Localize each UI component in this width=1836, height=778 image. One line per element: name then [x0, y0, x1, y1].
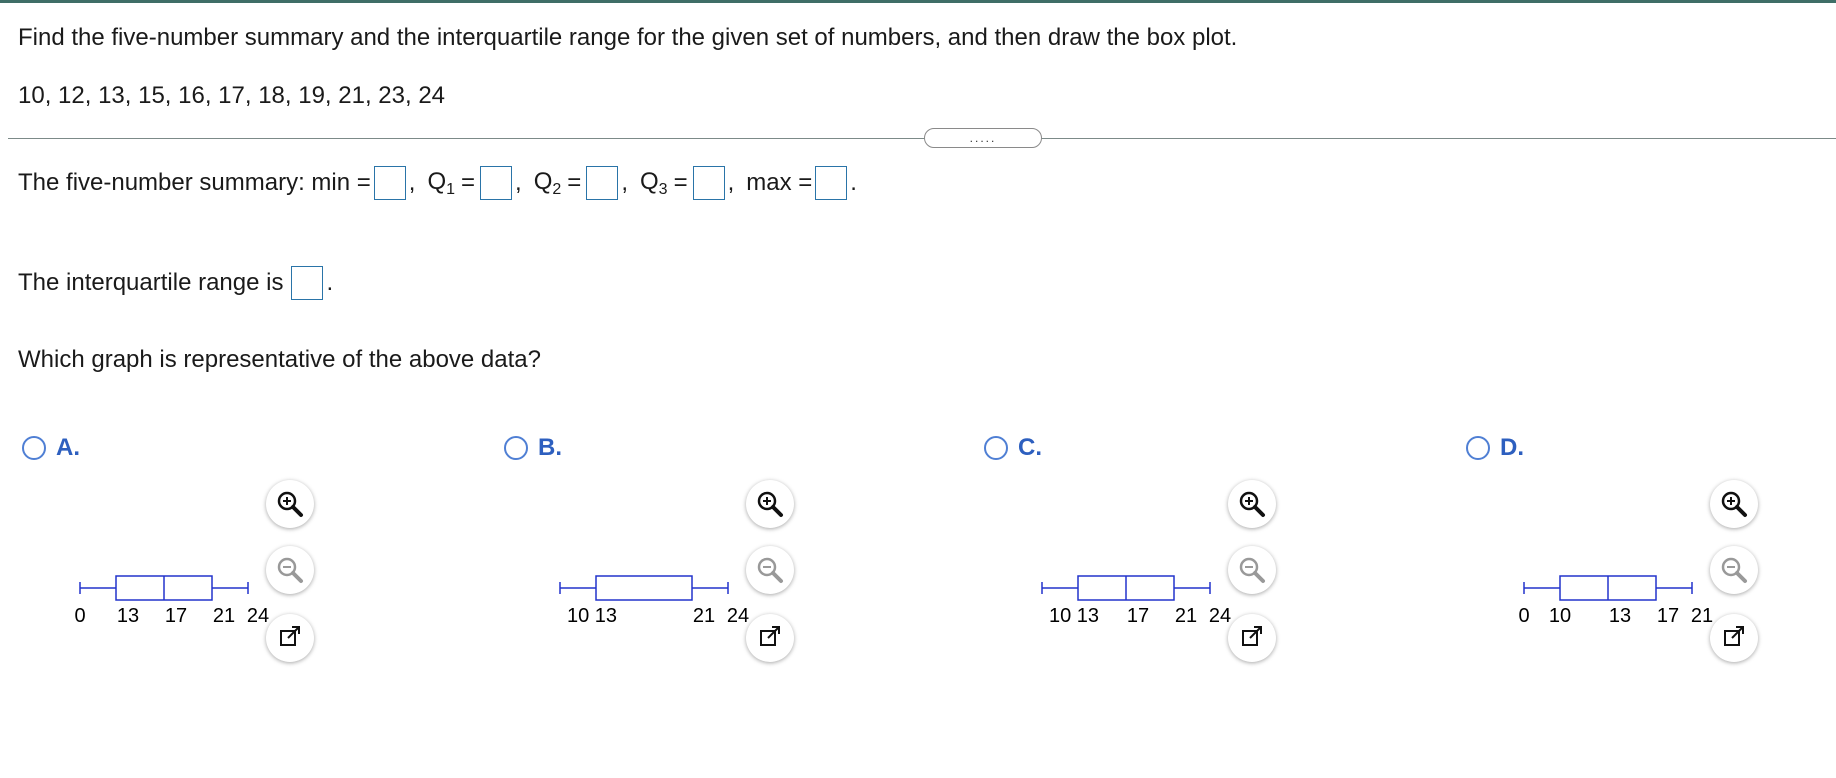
- boxplot-c: [1038, 570, 1238, 635]
- q3-label: $Q_3$: [639, 167, 668, 198]
- q2-input[interactable]: [586, 166, 618, 200]
- comma: ,: [515, 169, 522, 196]
- option-a[interactable]: [22, 434, 80, 462]
- popout-button-b[interactable]: [746, 614, 794, 662]
- period: .: [850, 169, 857, 196]
- popout-icon: [277, 625, 303, 651]
- option-d[interactable]: [1466, 434, 1524, 462]
- tick-label: 17: [1656, 605, 1680, 627]
- tick-label: 17: [164, 605, 188, 627]
- zoom-out-button-d[interactable]: [1710, 546, 1758, 594]
- boxplot-d: [1520, 570, 1720, 635]
- boxplot-b-svg: [556, 570, 756, 630]
- tick-label: 21: [1690, 605, 1714, 627]
- q1-input[interactable]: [480, 166, 512, 200]
- five-number-summary-row: [18, 166, 857, 200]
- popout-icon: [1239, 625, 1265, 651]
- popout-button-c[interactable]: [1228, 614, 1276, 662]
- boxplot-a: [76, 570, 276, 635]
- q2-label: $Q_2$: [533, 167, 562, 198]
- tick-label: 21: [692, 605, 716, 627]
- tick-label: 24: [726, 605, 750, 627]
- tick-label: 21: [1174, 605, 1198, 627]
- zoom-out-icon: [755, 555, 785, 585]
- tick-label: 13: [1608, 605, 1632, 627]
- zoom-out-icon: [1237, 555, 1267, 585]
- radio-option-b[interactable]: [504, 436, 528, 460]
- zoom-out-button-b[interactable]: [746, 546, 794, 594]
- top-accent-bar: [0, 0, 1836, 3]
- radio-option-c[interactable]: [984, 436, 1008, 460]
- popout-button-a[interactable]: [266, 614, 314, 662]
- tick-label: 17: [1126, 605, 1150, 627]
- boxplot-b: [556, 570, 756, 635]
- tick-label: 10 13: [1048, 605, 1100, 627]
- graph-question: Which graph is representative of the above data?: [18, 346, 541, 373]
- tick-label: 24: [246, 605, 270, 627]
- tick-label: 0: [1518, 605, 1530, 627]
- five-number-label: The five-number summary: min =: [18, 169, 371, 196]
- zoom-out-icon: [275, 555, 305, 585]
- boxplot-c-svg: [1038, 570, 1238, 630]
- section-divider: [8, 138, 1836, 139]
- zoom-in-icon: [275, 489, 305, 519]
- tick-label: 10: [1548, 605, 1572, 627]
- expand-button[interactable]: .....: [924, 128, 1042, 148]
- option-c[interactable]: [984, 434, 1042, 462]
- zoom-in-button-c[interactable]: [1228, 480, 1276, 528]
- min-input[interactable]: [374, 166, 406, 200]
- data-set: 10, 12, 13, 15, 16, 17, 18, 19, 21, 23, 24: [18, 82, 446, 109]
- zoom-in-button-a[interactable]: [266, 480, 314, 528]
- question-text: Find the five-number summary and the interquartile range for the given set of numbers, and then draw the box plot.: [18, 24, 1238, 51]
- tick-label: 13: [116, 605, 140, 627]
- popout-icon: [757, 625, 783, 651]
- zoom-in-icon: [1237, 489, 1267, 519]
- comma: ,: [408, 169, 416, 196]
- q3-input[interactable]: [693, 166, 725, 200]
- equals: =: [673, 169, 688, 196]
- option-d-letter: D.: [1500, 434, 1524, 461]
- iqr-input[interactable]: [291, 266, 323, 300]
- tick-label: 21: [212, 605, 236, 627]
- zoom-in-icon: [755, 489, 785, 519]
- zoom-in-button-d[interactable]: [1710, 480, 1758, 528]
- option-c-letter: C.: [1018, 434, 1042, 461]
- zoom-in-icon: [1719, 489, 1749, 519]
- zoom-out-icon: [1719, 555, 1749, 585]
- boxplot-d-svg: [1520, 570, 1720, 630]
- box: [596, 576, 692, 600]
- option-a-letter: A.: [56, 434, 80, 461]
- iqr-label: The interquartile range is: [18, 269, 284, 296]
- q1-label: $Q_1$: [427, 167, 456, 198]
- option-b-letter: B.: [538, 434, 562, 461]
- radio-option-a[interactable]: [22, 436, 46, 460]
- max-label: max =: [746, 169, 813, 196]
- comma: ,: [727, 169, 735, 196]
- comma: ,: [621, 169, 628, 196]
- max-input[interactable]: [815, 166, 847, 200]
- radio-option-d[interactable]: [1466, 436, 1490, 460]
- tick-label: 10 13: [566, 605, 618, 627]
- zoom-in-button-b[interactable]: [746, 480, 794, 528]
- tick-label: 0: [74, 605, 86, 627]
- option-b[interactable]: [504, 434, 562, 462]
- equals: =: [461, 169, 476, 196]
- equals: =: [567, 169, 582, 196]
- boxplot-a-svg: [76, 570, 276, 630]
- tick-label: 24: [1208, 605, 1232, 627]
- popout-button-d[interactable]: [1710, 614, 1758, 662]
- zoom-out-button-a[interactable]: [266, 546, 314, 594]
- period: .: [326, 269, 334, 296]
- popout-icon: [1721, 625, 1747, 651]
- iqr-row: [18, 266, 333, 300]
- zoom-out-button-c[interactable]: [1228, 546, 1276, 594]
